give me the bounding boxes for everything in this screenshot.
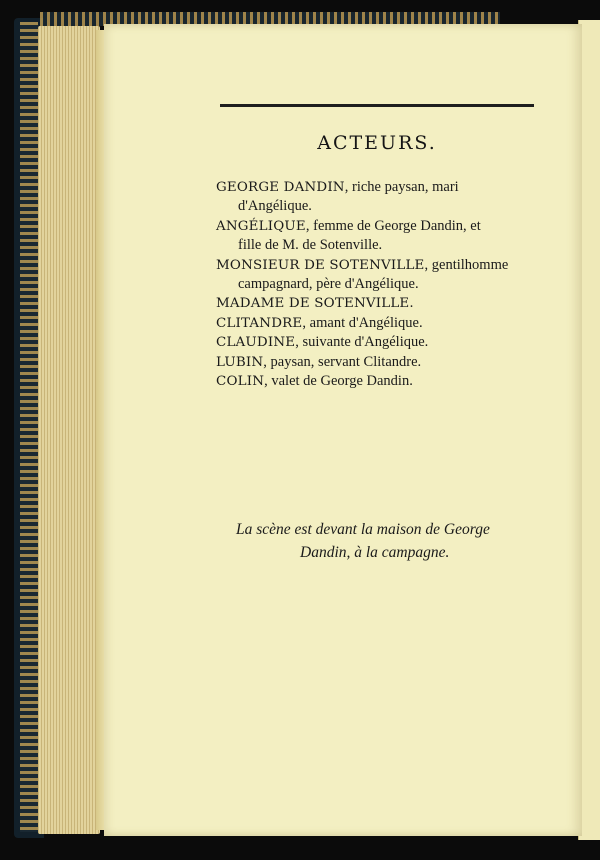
spine-decoration xyxy=(20,22,38,832)
character-description: , amant d'Angélique. xyxy=(302,314,423,331)
setting-line-1: La scène est devant la maison de George xyxy=(236,521,490,538)
cast-entry xyxy=(216,353,546,372)
character-name: MADAME DE SOTENVILLE. xyxy=(216,296,414,312)
cast-entry xyxy=(216,217,546,256)
character-description: , suivante d'Angélique. xyxy=(295,334,429,351)
description-continuation: d'Angélique. xyxy=(238,198,312,215)
character-description: , riche paysan, mari xyxy=(344,179,459,195)
cast-entry xyxy=(216,333,546,352)
cast-entry xyxy=(216,314,546,333)
cast-entry xyxy=(216,178,546,217)
character-description: , paysan, servant Clitandre. xyxy=(263,353,422,370)
scene-setting xyxy=(224,518,540,564)
character-name: CLITANDRE xyxy=(216,315,303,331)
character-name: MONSIEUR DE SOTENVILLE xyxy=(216,257,425,273)
setting-line-2: Dandin, à la campagne. xyxy=(300,544,450,561)
description-continuation: fille de M. de Sotenville. xyxy=(238,237,383,254)
page-heading: ACTEURS. xyxy=(317,132,437,154)
character-description: , valet de George Dandin. xyxy=(264,373,413,390)
character-name: CLAUDINE xyxy=(216,335,296,351)
cast-list xyxy=(216,178,546,391)
character-description: , femme de George Dandin, et xyxy=(305,217,481,234)
cast-entry xyxy=(216,256,546,295)
character-name: COLIN xyxy=(216,374,265,390)
cast-entry xyxy=(216,294,546,313)
cast-entry xyxy=(216,372,546,391)
header-rule xyxy=(220,104,534,107)
character-name: ANGÉLIQUE xyxy=(216,218,306,234)
book-page xyxy=(104,24,582,836)
character-name: LUBIN xyxy=(216,354,264,370)
character-name: GEORGE DANDIN xyxy=(216,180,345,195)
page-edges xyxy=(38,26,100,834)
character-description: , gentilhomme xyxy=(424,256,509,273)
description-continuation: campagnard, père d'Angélique. xyxy=(238,276,419,293)
